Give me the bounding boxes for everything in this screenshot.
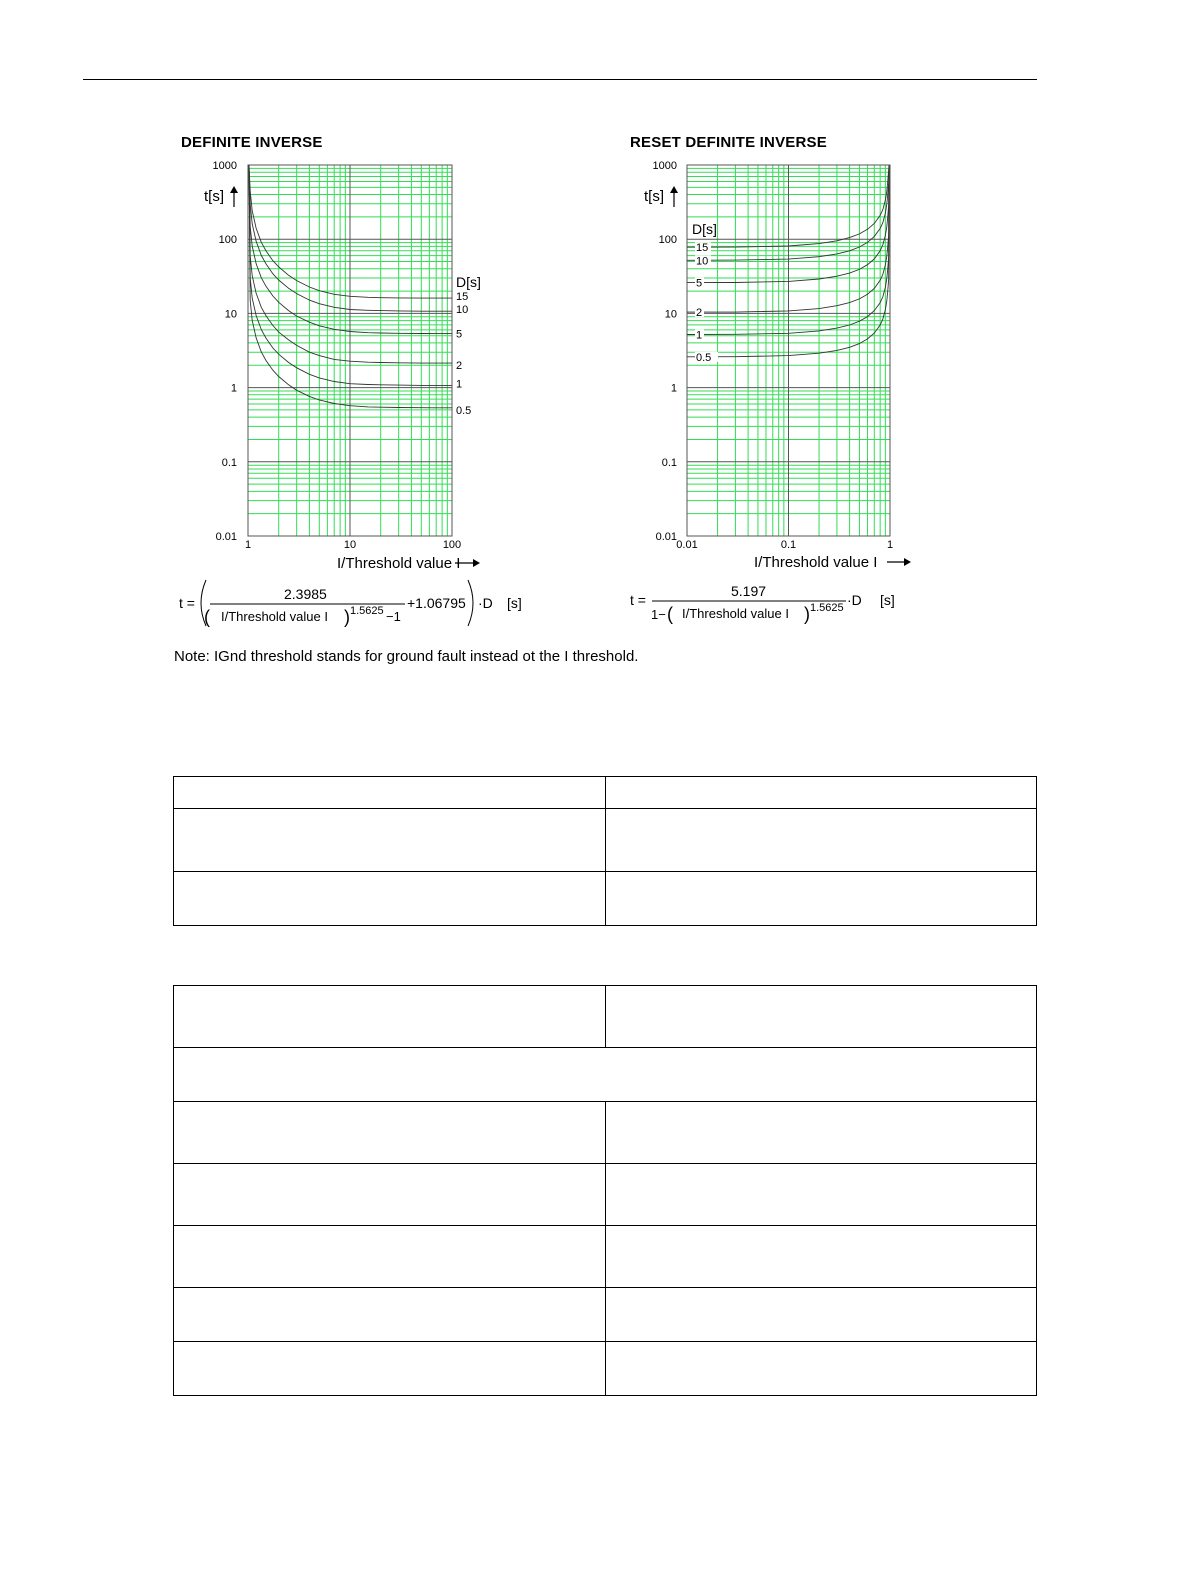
right-formula-numerator: 5.197: [731, 583, 767, 599]
series-label: 1: [696, 329, 703, 342]
right-formula-denominator-var: I/Threshold value I: [682, 606, 789, 621]
y-tick-label: 1: [230, 382, 237, 395]
x-tick-label: 10: [343, 539, 357, 551]
left-formula-numerator: 2.3985: [284, 586, 327, 602]
table-cell: [606, 1164, 1037, 1226]
y-tick-label: 10: [664, 308, 677, 321]
table-row: [174, 1164, 1037, 1226]
table-cell: [174, 1164, 606, 1226]
table-row: [174, 872, 1037, 926]
table-cell: [174, 986, 606, 1048]
x-axis-arrow-head: [904, 558, 911, 566]
left-formula-denominator-var: I/Threshold value I: [221, 609, 328, 624]
grid: [248, 165, 452, 536]
x-tick-label: 0.01: [676, 539, 698, 551]
left-chart-title: DEFINITE INVERSE: [181, 134, 323, 151]
right-formula: [630, 583, 895, 624]
left-formula-plus-term: +1.06795: [407, 595, 466, 611]
table-cell: [174, 872, 606, 926]
series-label: 15: [696, 242, 709, 255]
right-formula-inner-close: ): [804, 604, 810, 624]
series-label: 5: [456, 328, 463, 341]
table-2: [173, 985, 1037, 1396]
table-1: [173, 776, 1037, 926]
table-cell: [606, 872, 1037, 926]
y-tick-label: 0.01: [655, 531, 677, 543]
series-label: 10: [696, 255, 709, 268]
x-tick-label: 100: [442, 539, 462, 551]
y-tick-label: 1: [670, 382, 677, 395]
right-formula-inner-open: (: [667, 604, 673, 624]
table-row: [174, 1102, 1037, 1164]
left-formula-inner-close: ): [344, 607, 350, 627]
left-formula-unit: [s]: [507, 595, 522, 611]
y-tick-label: 100: [658, 234, 677, 247]
charts-canvas: [0, 0, 1191, 640]
table-row: [174, 1226, 1037, 1288]
right-formula-dot-d: ·D: [847, 592, 862, 608]
table-row: [174, 1048, 1037, 1102]
series-label: 5: [696, 277, 703, 290]
table-cell: [174, 777, 606, 809]
table-cell: [174, 1048, 1037, 1102]
series-label: 0.5: [456, 404, 472, 417]
table-row: [174, 1288, 1037, 1342]
y-axis-arrow-head: [670, 186, 678, 193]
y-tick-label: 1000: [652, 160, 677, 172]
right-formula-denominator-prefix: 1−: [651, 607, 666, 622]
table-cell: [606, 809, 1037, 872]
table-cell: [174, 1226, 606, 1288]
table-cell: [174, 1102, 606, 1164]
note-text: Note: IGnd threshold stands for ground fault instead ot the I threshold.: [174, 648, 639, 665]
series-label: 0.5: [696, 351, 712, 364]
left-formula-exponent: 1.5625: [350, 605, 384, 617]
legend-title: D[s]: [456, 274, 481, 290]
series-label: 2: [456, 360, 463, 373]
definite-inverse-chart: [204, 160, 481, 572]
y-tick-label: 10: [224, 308, 237, 321]
table-cell: [174, 1288, 606, 1342]
table-row: [174, 986, 1037, 1048]
table-cell: [174, 1342, 606, 1396]
left-formula-minus-one: −1: [386, 609, 401, 624]
right-chart-title: RESET DEFINITE INVERSE: [630, 134, 827, 151]
table-row: [174, 777, 1037, 809]
table-cell: [606, 777, 1037, 809]
table-cell: [606, 1342, 1037, 1396]
left-formula-dot-d: ·D: [478, 595, 493, 611]
table-cell: [606, 1288, 1037, 1342]
table-cell: [606, 1102, 1037, 1164]
left-formula-lhs: t =: [179, 595, 195, 611]
table-cell: [606, 1226, 1037, 1288]
x-axis-arrow-head: [473, 559, 480, 567]
reset-definite-inverse-chart: [644, 160, 911, 571]
x-axis-label: I/Threshold value I: [754, 554, 878, 571]
right-formula-unit: [s]: [880, 592, 895, 608]
y-tick-label: 0.1: [221, 456, 237, 469]
series-label: 15: [456, 291, 469, 304]
y-tick-label: 0.01: [215, 531, 237, 543]
y-tick-label: 0.1: [661, 456, 677, 469]
legend-title: D[s]: [692, 221, 717, 237]
y-tick-label: 1000: [212, 160, 237, 172]
grid: [687, 165, 890, 536]
x-tick-label: 0.1: [780, 539, 797, 551]
table-row: [174, 1342, 1037, 1396]
table-row: [174, 809, 1037, 872]
series-label: 1: [456, 378, 463, 391]
left-formula-inner-open: (: [204, 607, 210, 627]
y-axis-label: t[s]: [644, 188, 665, 205]
x-tick-label: 1: [886, 539, 894, 551]
table-cell: [606, 986, 1037, 1048]
y-axis-arrow-head: [230, 186, 238, 193]
series-label: 2: [696, 307, 703, 320]
left-formula-close-paren: [468, 580, 473, 626]
right-formula-lhs: t =: [630, 592, 646, 608]
table-cell: [174, 809, 606, 872]
series-label: 10: [456, 304, 469, 317]
x-axis-label: I/Threshold value I: [337, 555, 461, 572]
x-tick-label: 1: [244, 539, 252, 551]
y-axis-label: t[s]: [204, 188, 225, 205]
left-formula: [179, 580, 522, 627]
right-formula-exponent: 1.5625: [810, 602, 844, 614]
y-tick-label: 100: [218, 234, 237, 247]
